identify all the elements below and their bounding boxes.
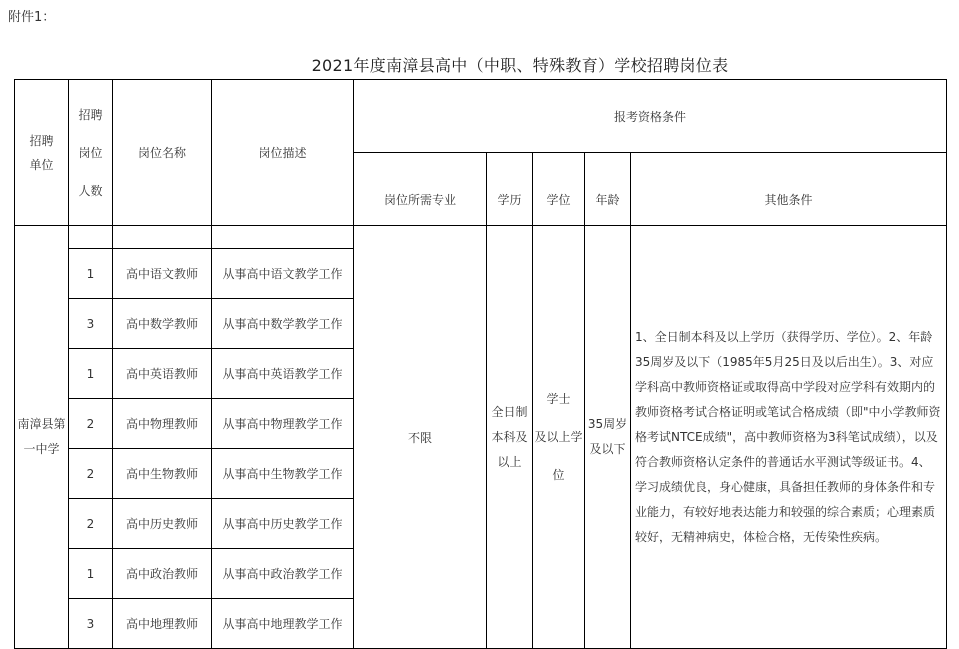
header-degree: 学位 (533, 153, 585, 226)
header-age: 年龄 (585, 153, 631, 226)
count-cell: 3 (69, 299, 113, 349)
count-cell-top-gap (69, 226, 113, 249)
header-position: 岗位名称 (113, 80, 212, 226)
count-cell: 1 (69, 249, 113, 299)
description-cell: 从事高中英语教学工作 (212, 349, 354, 399)
degree-cell (533, 226, 585, 649)
position-cell: 高中数学教师 (113, 299, 212, 349)
count-cell: 3 (69, 599, 113, 649)
header-unit-line2: 单位 (29, 157, 54, 172)
description-cell-top-gap (212, 226, 354, 249)
recruitment-table (14, 79, 947, 649)
count-cell: 2 (69, 499, 113, 549)
header-conditions: 报考资格条件 (354, 80, 947, 153)
header-major: 岗位所需专业 (354, 153, 487, 226)
description-cell: 从事高中语文教学工作 (212, 249, 354, 299)
attachment-label: 附件1： (8, 10, 56, 25)
position-cell: 高中政治教师 (113, 549, 212, 599)
description-cell: 从事高中物理教学工作 (212, 399, 354, 449)
header-count-line3: 人数 (78, 183, 103, 198)
header-unit (15, 80, 69, 226)
education-cell: 全日制本科及以上 (487, 226, 533, 649)
description-cell: 从事高中数学教学工作 (212, 299, 354, 349)
position-cell: 高中英语教师 (113, 349, 212, 399)
count-cell: 2 (69, 399, 113, 449)
header-count (69, 80, 113, 226)
degree-line2: 及以上学位 (534, 430, 583, 482)
count-cell: 2 (69, 449, 113, 499)
description-cell: 从事高中历史教学工作 (212, 499, 354, 549)
header-education: 学历 (487, 153, 533, 226)
header-count-line2: 岗位 (78, 145, 103, 160)
unit-cell: 南漳县第一中学 (15, 226, 69, 649)
age-cell: 35周岁及以下 (585, 226, 631, 649)
position-cell: 高中地理教师 (113, 599, 212, 649)
description-cell: 从事高中生物教学工作 (212, 449, 354, 499)
position-cell: 高中物理教师 (113, 399, 212, 449)
header-description: 岗位描述 (212, 80, 354, 226)
count-cell: 1 (69, 549, 113, 599)
count-cell: 1 (69, 349, 113, 399)
position-cell: 高中历史教师 (113, 499, 212, 549)
other-conditions-cell: 1、全日制本科及以上学历（获得学历、学位）。2、年龄35周岁及以下（1985年5月25日及以后出生）。3、对应学科高中教师资格证或取得高中学段对应学科有效期内的教师资格考试合格证明或笔试合格成绩（即"中小学教师资格考试NTCE成绩"，高中教师资格为3科笔试成绩），以及符合教师资格认定条件的普通话水平测试等级证书。4、学习成绩优良，身心健康，具备担任教师的身体条件和专业能力，有较好地表达能力和较强的综合素质；心理素质较好，无精神病史，体检合格，无传染性疾病。 (631, 226, 947, 649)
position-cell-top-gap (113, 226, 212, 249)
page-title: 2021年度南漳县高中（中职、特殊教育）学校招聘岗位表 (311, 56, 729, 75)
header-other: 其他条件 (631, 153, 947, 226)
description-cell: 从事高中政治教学工作 (212, 549, 354, 599)
major-cell: 不限 (354, 226, 487, 649)
degree-line1: 学士 (546, 392, 571, 406)
position-cell: 高中生物教师 (113, 449, 212, 499)
header-count-line1: 招聘 (78, 107, 103, 122)
description-cell: 从事高中地理教学工作 (212, 599, 354, 649)
header-unit-line1: 招聘 (29, 133, 54, 148)
position-cell: 高中语文教师 (113, 249, 212, 299)
